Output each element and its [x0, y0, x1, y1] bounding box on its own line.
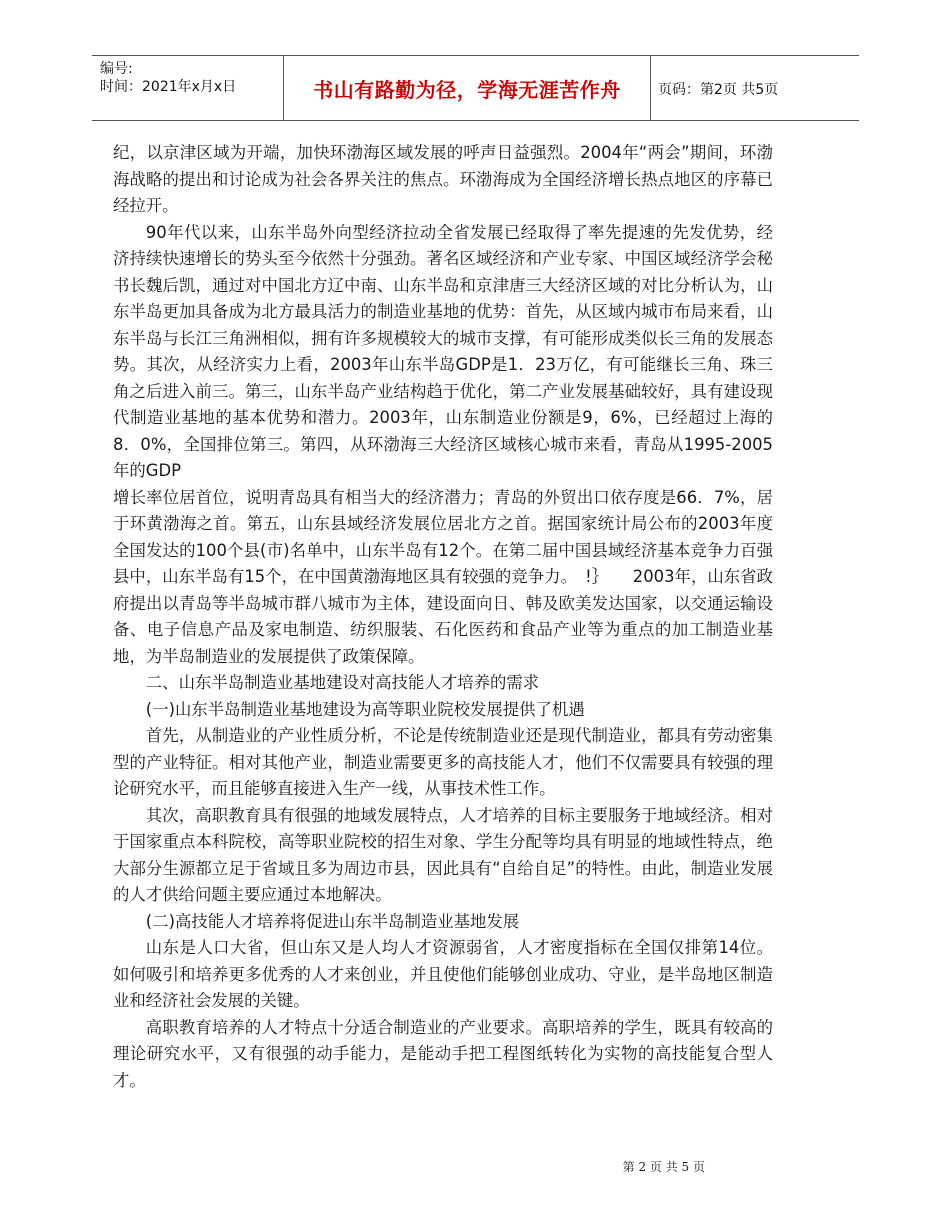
date-label: 时间：2021年x月x日 — [100, 79, 237, 95]
header-motto: 书山有路勤为径，学海无涯苦作舟 — [313, 78, 621, 102]
document-body — [113, 140, 773, 1094]
header-divider — [650, 56, 651, 121]
paragraph: 山东是人口大省，但山东又是人均人才资源弱省，人才密度指标在全国仅排第14位。如何吸引和培养更多优秀的人才来创业，并且使他们能够创业成功、守业，是半岛地区制造业和经济社会发展的关键。 — [113, 938, 773, 1010]
paragraph: 90年代以来，山东半岛外向型经济拉动全省发展已经取得了率先提速的先发优势，经济持续快速增长的势头至今依然十分强劲。著名区域经济和产业专家、中国区域经济学会秘书长魏后凯，通过对中国北方辽中南、山东半岛和京津唐三大经济区域的对比分析认为，山东半岛更加具备成为北方最具活力的制造业基地的优势：首先，从区域内城市布局来看，山东半岛与长江三角洲相似，拥有许多规模较大的城市支撑，有可能形成类似长三角的发展态势。其次，从经济实力上看，2003年山东半岛GDP是1．23万亿，有可能继长三角、珠三角之后进入前三。第三，山东半岛产业结构趋于优化，第二产业发展基础较好，具有建设现代制造业基地的基本优势和潜力。2003年，山东制造业份额是9，6%，已经超过上海的8．0%，全国排位第三。第四，从环渤海三大经济区域核心城市来看，青岛从1995-2005年的GDP — [113, 222, 773, 480]
header-meta — [100, 60, 288, 96]
paragraph: 其次，高职教育具有很强的地域发展特点，人才培养的目标主要服务于地域经济。相对于国家重点本科院校，高等职业院校的招生对象、学生分配等均具有明显的地域性特点，绝大部分生源都立足于省域且多为周边市县，因此具有“自给自足”的特性。由此，制造业发展的人才供给问题主要应通过本地解决。 — [113, 805, 773, 904]
paragraph: 纪，以京津区域为开端，加快环渤海区域发展的呼声日益强烈。2004年“两会”期间，环渤海战略的提出和讨论成为社会各界关注的焦点。环渤海成为全国经济增长热点地区的序幕已经拉开。 — [113, 143, 773, 215]
subsection-heading: (二)高技能人才培养将促进山东半岛制造业基地发展 — [145, 911, 520, 931]
page-header — [92, 55, 859, 121]
serial-number-label: 编号: — [100, 61, 133, 77]
page-footer: 第 2 页 共 5 页 — [622, 1160, 705, 1174]
header-page-info: 页码：第2页 共5页 — [658, 81, 779, 98]
subsection-heading: (一)山东半岛制造业基地建设为高等职业院校发展提供了机遇 — [145, 699, 585, 719]
section-heading: 二、山东半岛制造业基地建设对高技能人才培养的需求 — [145, 673, 540, 692]
paragraph: 增长率位居首位，说明青岛具有相当大的经济潜力；青岛的外贸出口依存度是66．7%，居于环黄渤海之首。第五，山东县域经济发展位居北方之首。据国家统计局公布的2003年度全国发达的100个县(市)名单中，山东半岛有12个。在第二届中国县域经济基本竞争力百强县中，山东半岛有15个，在中国黄渤海地区具有较强的竞争力。 !｝ 2003年，山东省政府提出以青岛等半岛城市群八城市为主体，建设面向日、韩及欧美发达国家，以交通运输设备、电子信息产品及家电制造、纺织服装、石化医药和食品产业等为重点的加工制造业基地，为半岛制造业的发展提供了政策保障。 — [113, 487, 773, 666]
paragraph: 首先，从制造业的产业性质分析，不论是传统制造业还是现代制造业，都具有劳动密集型的产业特征。相对其他产业，制造业需要更多的高技能人才，他们不仅需要具有较强的理论研究水平，而且能够直接进入生产一线，从事技术性工作。 — [113, 726, 773, 798]
paragraph: 高职教育培养的人才特点十分适合制造业的产业要求。高职培养的学生，既具有较高的理论研究水平，又有很强的动手能力，是能动手把工程图纸转化为实物的高技能复合型人才。 — [113, 1017, 773, 1090]
